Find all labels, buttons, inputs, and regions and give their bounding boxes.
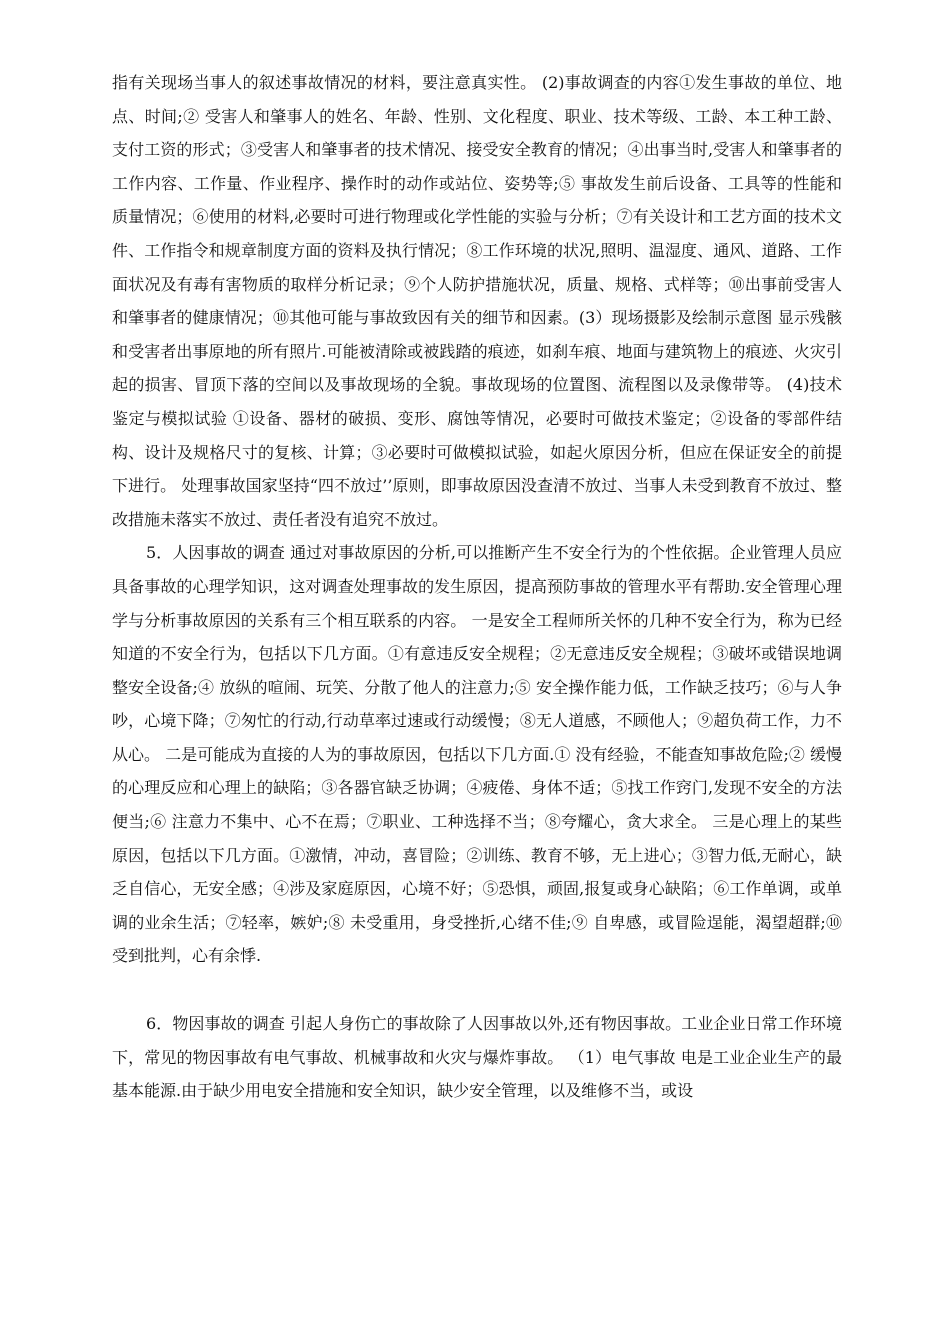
- paragraph-object-factor-investigation: 6．物因事故的调查 引起人身伤亡的事故除了人因事故以外,还有物因事故。工业企业日常工作环境下，常见的物因事故有电气事故、机械事故和火灾与爆炸事故。 （1）电气事故 电是工业企业生产的最基本能源.由于缺少用电安全措施和安全知识，缺少安全管理，以及维修不当，或设: [112, 1014, 842, 1101]
- paragraph-spacer: [112, 973, 842, 1007]
- paragraph-human-factor-investigation: 5．人因事故的调查 通过对事故原因的分析,可以推断产生不安全行为的个性依据。企业管理人员应具备事故的心理学知识，这对调查处理事故的发生原因，提高预防事故的管理水平有帮助.安全管理心理学与分析事故原因的关系有三个相互联系的内容。 一是安全工程师所关怀的几种不安全行为，称为已经知道的不安全行为，包括以下几方面。①有意违反安全规程；②无意违反安全规程；③破坏或错误地调整安全设备;④ 放纵的喧闹、玩笑、分散了他人的注意力;⑤ 安全操作能力低，工作缺乏技巧；⑥与人争吵，心境下降；⑦匆忙的行动,行动草率过速或行动缓慢；⑧无人道感，不顾他人；⑨超负荷工作，力不从心。 二是可能成为直接的人为的事故原因，包括以下几方面.① 没有经验，不能查知事故危险;② 缓慢的心理反应和心理上的缺陷；③各器官缺乏协调；④疲倦、身体不适；⑤找工作窍门,发现不安全的方法便当;⑥ 注意力不集中、心不在焉；⑦职业、工种选择不当；⑧夸耀心，贪大求全。 三是心理上的某些原因，包括以下几方面。①激情，冲动，喜冒险；②训练、教育不够，无上进心；③智力低,无耐心，缺乏自信心，无安全感；④涉及家庭原因，心境不好；⑤恐惧，顽固,报复或身心缺陷；⑥工作单调，或单调的业余生活；⑦轻率，嫉妒;⑧ 未受重用，身受挫折,心绪不佳;⑨ 自卑感，或冒险逞能，渴望超群;⑩ 受到批判，心有余悸.: [112, 543, 842, 966]
- paragraph-accident-investigation-content: 指有关现场当事人的叙述事故情况的材料，要注意真实性。 (2)事故调查的内容①发生事故的单位、地点、时间;② 受害人和肇事人的姓名、年龄、性别、文化程度、职业、技术等级、工龄、本工种工龄、支付工资的形式；③受害人和肇事者的技术情况、接受安全教育的情况；④出事当时,受害人和肇事者的工作内容、工作量、作业程序、操作时的动作或站位、姿势等;⑤ 事故发生前后设备、工具等的性能和质量情况；⑥使用的材料,必要时可进行物理或化学性能的实验与分析；⑦有关设计和工艺方面的技术文件、工作指令和规章制度方面的资料及执行情况；⑧工作环境的状况,照明、温湿度、通风、道路、工作面状况及有毒有害物质的取样分析记录；⑨个人防护措施状况，质量、规格、式样等；⑩出事前受害人和肇事者的健康情况；⑩其他可能与事故致因有关的细节和因素。(3）现场摄影及绘制示意图 显示残骸和受害者出事原地的所有照片.可能被清除或被践踏的痕迹，如刹车痕、地面与建筑物上的痕迹、火灾引起的损害、冒顶下落的空间以及事故现场的全貌。事故现场的位置图、流程图以及录像带等。 (4)技术鉴定与模拟试验 ①设备、器材的破损、变形、腐蚀等情况，必要时可做技术鉴定；②设备的零部件结构、设计及规格尺寸的复核、计算；③必要时可做模拟试验，如起火原因分析，但应在保证安全的前提下进行。 处理事故国家坚持“四不放过’’原则，即事故原因没查清不放过、当事人未受到教育不放过、整改措施未落实不放过、责任者没有追究不放过。: [112, 73, 842, 529]
